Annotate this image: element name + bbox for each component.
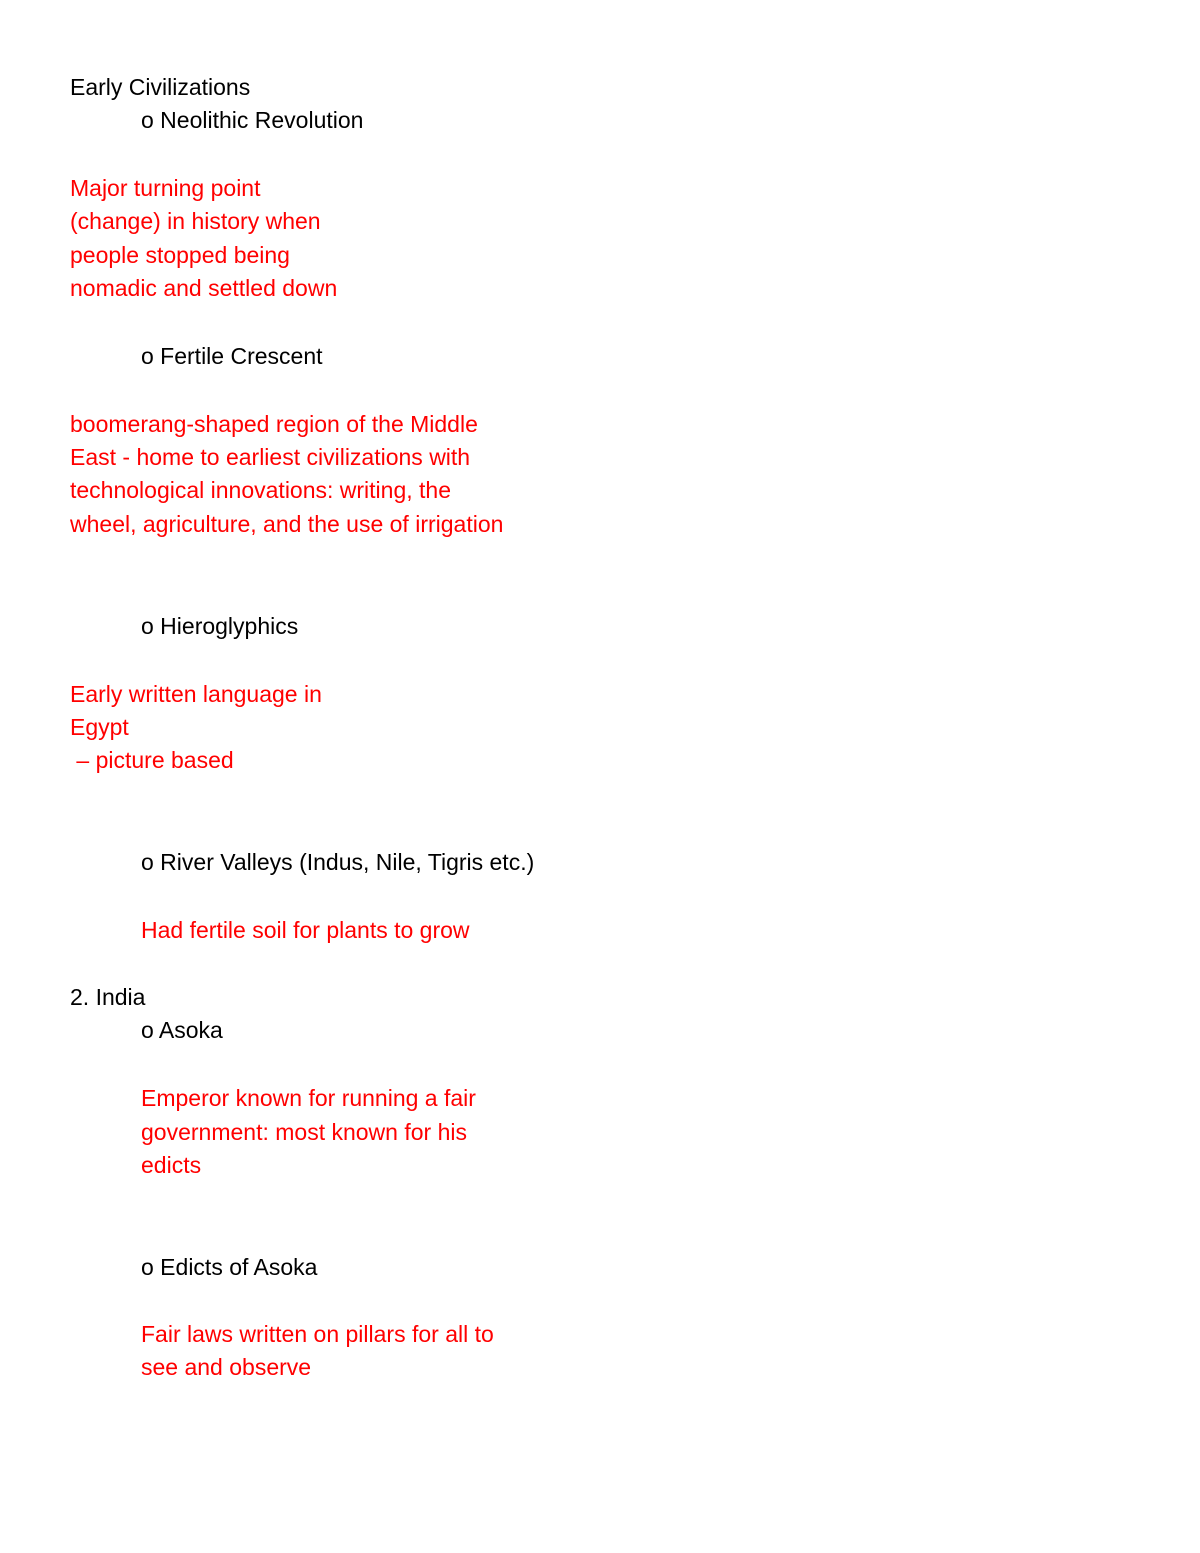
topic-neolithic-revolution: o Neolithic Revolution bbox=[141, 107, 364, 133]
topic-fertile-crescent: o Fertile Crescent bbox=[141, 343, 323, 369]
note-hieroglyphics-line-1: Early written language in bbox=[70, 681, 322, 707]
note-fertile-line-1: boomerang-shaped region of the Middle bbox=[70, 411, 478, 437]
note-fertile-line-4: wheel, agriculture, and the use of irrigation bbox=[70, 511, 504, 537]
note-neolithic-line-3: people stopped being bbox=[70, 242, 290, 268]
note-asoka-line-1: Emperor known for running a fair bbox=[141, 1085, 476, 1111]
topic-hieroglyphics: o Hieroglyphics bbox=[141, 613, 299, 639]
note-fertile-line-2: East - home to earliest civilizations with bbox=[70, 444, 471, 470]
note-neolithic-line-2: (change) in history when bbox=[70, 208, 321, 234]
note-hieroglyphics-line-2: Egypt bbox=[70, 714, 129, 740]
note-edicts-line-2: see and observe bbox=[141, 1354, 312, 1380]
note-hieroglyphics-line-3: – picture based bbox=[70, 747, 234, 773]
topic-edicts-of-asoka: o Edicts of Asoka bbox=[141, 1254, 318, 1280]
section-heading-india: 2. India bbox=[70, 984, 146, 1010]
note-asoka-line-2: government: most known for his bbox=[141, 1119, 467, 1145]
section-heading-early-civilizations: Early Civilizations bbox=[70, 74, 251, 100]
topic-asoka: o Asoka bbox=[141, 1017, 223, 1043]
note-fertile-line-3: technological innovations: writing, the bbox=[70, 477, 452, 503]
note-edicts-line-1: Fair laws written on pillars for all to bbox=[141, 1321, 494, 1347]
note-asoka-line-3: edicts bbox=[141, 1152, 202, 1178]
note-river-valleys: Had fertile soil for plants to grow bbox=[141, 917, 470, 943]
topic-river-valleys: o River Valleys (Indus, Nile, Tigris etc.) bbox=[141, 849, 535, 875]
note-neolithic-line-1: Major turning point bbox=[70, 175, 261, 201]
note-neolithic-line-4: nomadic and settled down bbox=[70, 275, 338, 301]
